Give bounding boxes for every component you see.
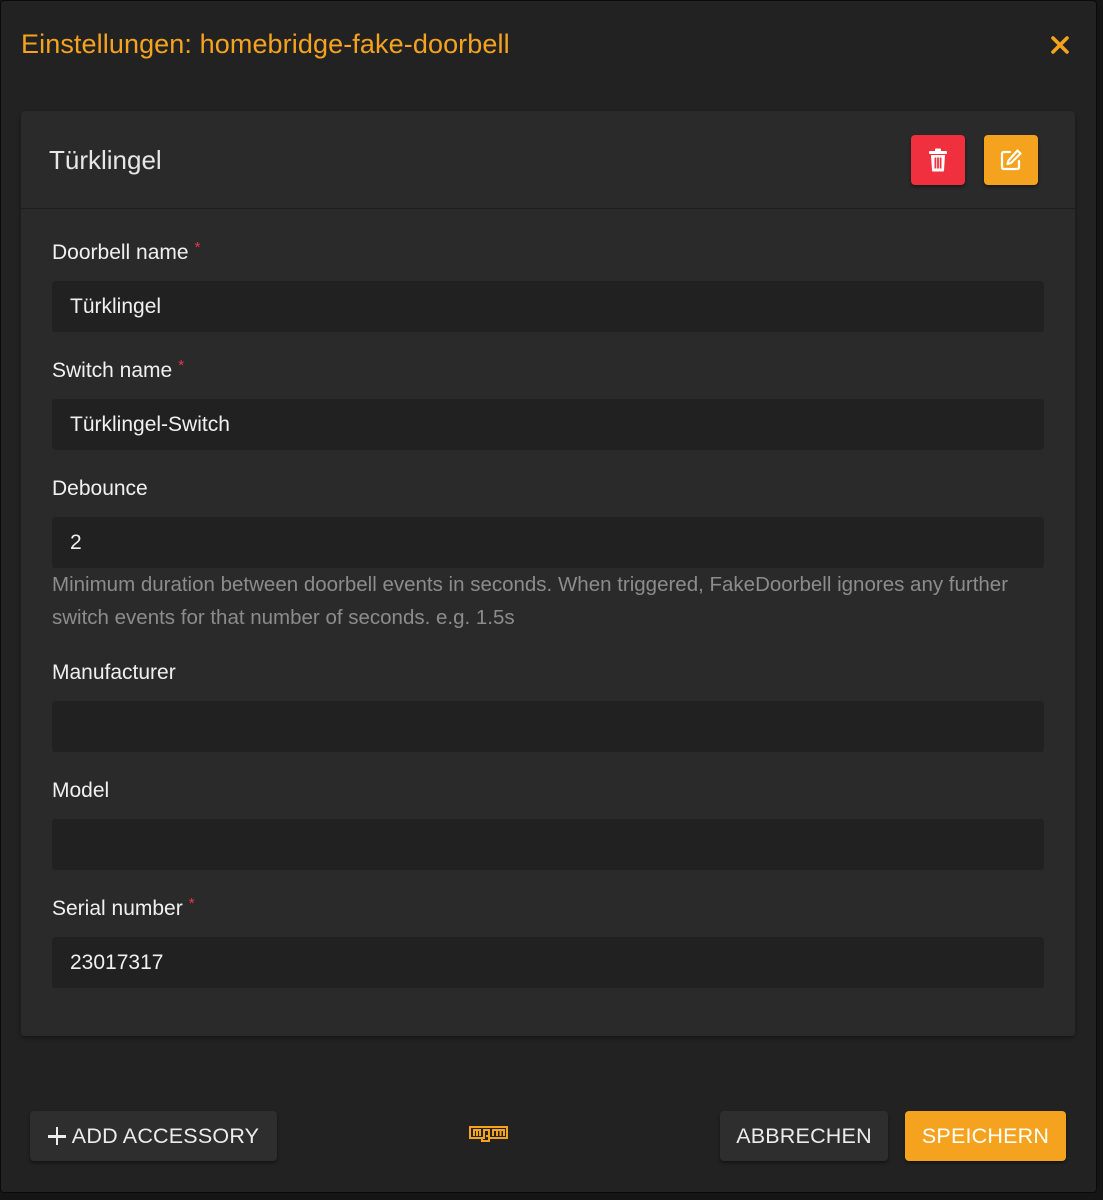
manufacturer-input[interactable] [52, 701, 1044, 752]
doorbell-name-input[interactable] [52, 281, 1044, 332]
accessory-title: Türklingel [49, 145, 162, 175]
switch-name-label [52, 359, 184, 383]
debounce-label [52, 477, 148, 501]
required-mark: * [194, 239, 201, 256]
save-label: SPEICHERN [921, 1123, 1050, 1148]
npm-icon[interactable] [469, 1126, 508, 1142]
edit-accessory-button[interactable] [984, 135, 1038, 185]
model-input[interactable] [52, 819, 1044, 870]
delete-accessory-button[interactable] [911, 135, 965, 185]
doorbell-name-label [52, 241, 200, 265]
add-accessory-button[interactable] [30, 1111, 277, 1161]
edit-icon [999, 148, 1023, 172]
manufacturer-label-text: Manufacturer [52, 661, 176, 684]
model-label-text: Model [52, 779, 110, 802]
add-accessory-label: ADD ACCESSORY [71, 1123, 260, 1148]
accessory-card-header [21, 111, 1075, 209]
serial-number-label-text: Serial number [52, 897, 183, 920]
save-button[interactable] [905, 1111, 1066, 1161]
switch-name-label-text: Switch name [52, 359, 173, 382]
cancel-button[interactable] [720, 1111, 888, 1161]
required-mark: * [188, 895, 195, 912]
accessory-card [21, 111, 1075, 1036]
required-mark: * [178, 357, 185, 374]
plus-icon [48, 1127, 66, 1145]
switch-name-input[interactable] [52, 399, 1044, 450]
manufacturer-label [52, 661, 176, 685]
debounce-help-text: Minimum duration between doorbell events in seconds. When triggered, FakeDoorbell ignores any further switch events for that number of seconds. e.g. 1.5s [52, 573, 1009, 629]
close-button[interactable] [1044, 29, 1076, 61]
debounce-input[interactable] [52, 517, 1044, 568]
debounce-label-text: Debounce [52, 477, 148, 500]
cancel-label: ABBRECHEN [736, 1123, 872, 1148]
model-label [52, 779, 109, 803]
dialog-title: Einstellungen: homebridge-fake-doorbell [21, 29, 510, 59]
doorbell-name-label-text: Doorbell name [52, 241, 189, 264]
serial-number-label [52, 897, 195, 921]
close-icon [1050, 35, 1070, 55]
trash-icon [928, 148, 948, 172]
serial-number-input[interactable] [52, 937, 1044, 988]
